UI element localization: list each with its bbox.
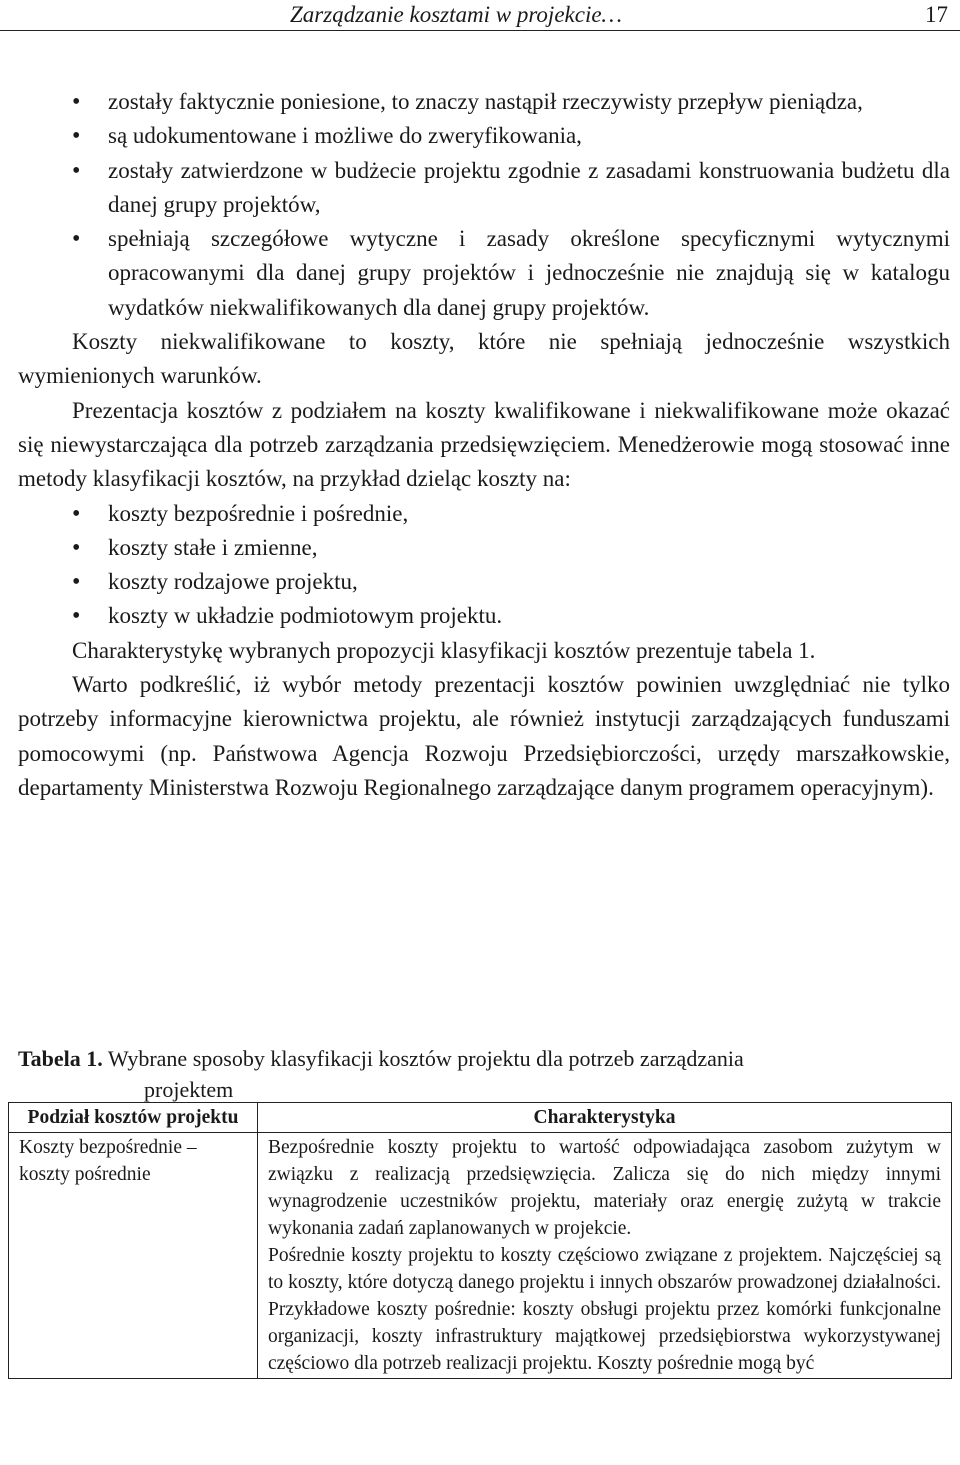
table-caption [18, 1043, 950, 1105]
header-rule [0, 30, 960, 31]
cost-classification-list [18, 497, 950, 634]
paragraph: Prezentacja kosztów z podziałem na koszty kwalifikowane i niekwalifikowane może okazać się niewystarczająca dla potrzeb zarządzania przedsięwzięciem. Menedżerowie mogą stosować inne metody klasyfikacji kosztów, na przykład dzieląc koszty na: [18, 397, 950, 492]
table-cell-category: Koszty bezpośrednie – koszty pośrednie [9, 1133, 258, 1379]
description-paragraph: Bezpośrednie koszty projektu to wartość odpowiadająca zasobom zużytym w związku z realizacją przedsięwzięcia. Zalicza się do nich między innymi wynagrodzenie uczestników projektu, materiały oraz energię zużytą w trakcie wykonania zadań zaplanowanych w projekcie. [268, 1137, 941, 1239]
list-item: • są udokumentowane i możliwe do zweryfikowania, [18, 119, 950, 153]
page-number: 17 [925, 2, 948, 27]
list-item: • zostały faktycznie poniesione, to znaczy nastąpił rzeczywisty przepływ pieniądza, [18, 85, 950, 119]
paragraph: Charakterystykę wybranych propozycji klasyfikacji kosztów prezentuje tabela 1. [72, 637, 816, 663]
list-item: • koszty stałe i zmienne, [18, 531, 950, 565]
table-caption-label: Tabela 1. [18, 1046, 103, 1071]
table-caption-text-line2: projektem [144, 1077, 234, 1102]
paragraph: Koszty niekwalifikowane to koszty, które nie spełniają jednocześnie wszystkich wymienionych warunków. [18, 329, 950, 389]
list-item: • koszty w układzie podmiotowym projektu. [18, 599, 950, 633]
body-text [18, 85, 950, 805]
table-row [9, 1133, 952, 1379]
table-cell-description [258, 1133, 952, 1379]
list-item: • koszty bezpośrednie i pośrednie, [18, 497, 950, 531]
running-header [0, 0, 960, 30]
running-header-title: Zarządzanie kosztami w projekcie… [290, 2, 622, 27]
table-caption-text: Wybrane sposoby klasyfikacji kosztów projektu dla potrzeb zarządzania [107, 1046, 744, 1071]
list-item: • koszty rodzajowe projektu, [18, 565, 950, 599]
cost-classification-table [8, 1102, 952, 1379]
list-item: • spełniają szczegółowe wytyczne i zasady określone specyficznymi wytycznymi opracowanymi dla danej grupy projektów i jednocześnie nie znajdują się w katalogu wydatków niekwalifikowanych dla danej grupy projektów. [18, 222, 950, 325]
paragraph: Warto podkreślić, iż wybór metody prezentacji kosztów powinien uwzględniać nie tylko potrzeby informacyjne kierownictwa projektu, ale również instytucji zarządzających funduszami pomocowymi (np. Państwowa Agencja Rozwoju Przedsiębiorczości, urzędy marszałkowskie, departamenty Ministerstwa Rozwoju Regionalnego zarządzające danym programem operacyjnym). [18, 672, 950, 800]
column-header-division: Podział kosztów projektu [9, 1103, 258, 1133]
table-header-row [9, 1103, 952, 1133]
column-header-characteristics: Charakterystyka [258, 1103, 952, 1133]
eligibility-criteria-list [18, 85, 950, 325]
list-item: • zostały zatwierdzone w budżecie projektu zgodnie z zasadami konstruowania budżetu dla danej grupy projektów, [18, 154, 950, 223]
description-paragraph: Pośrednie koszty projektu to koszty częściowo związane z projektem. Najczęściej są to koszty, które dotyczą danego projektu i innych obszarów prowadzonej działalności. Przykładowe koszty pośrednie: koszty obsługi projektu przez komórki funkcjonalne organizacji, koszty infrastruktury majątkowej przedsiębiorstwa wykorzystywanej częściowo dla potrzeb realizacji projektu. Koszty pośrednie mogą być [268, 1245, 941, 1374]
